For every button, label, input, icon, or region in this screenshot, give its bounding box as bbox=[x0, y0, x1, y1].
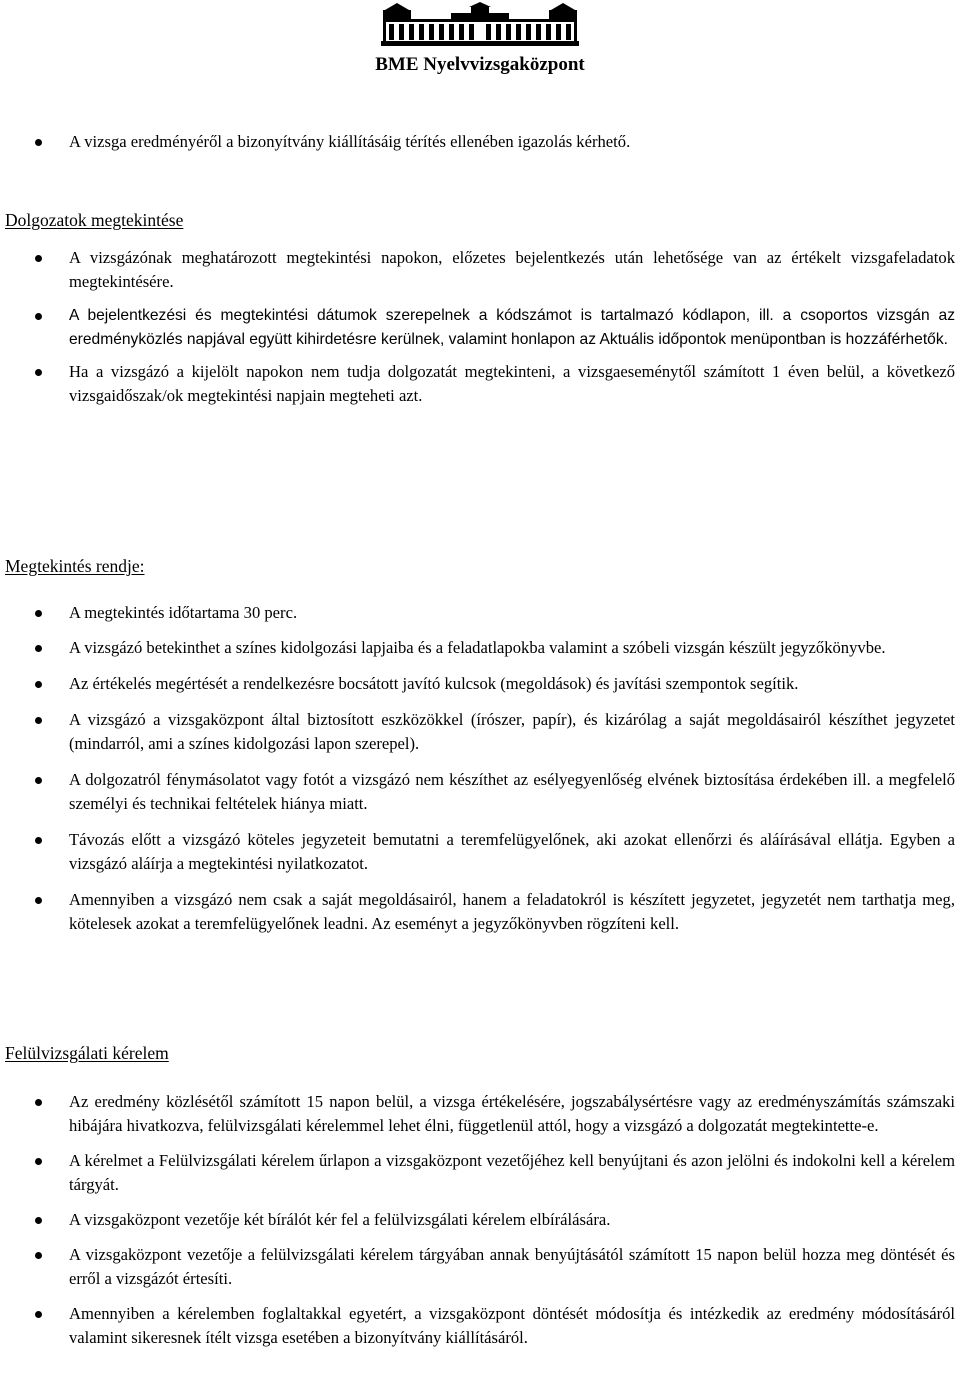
list-item-text: Távozás előtt a vizsgázó köteles jegyzeteit bemutatni a teremfelügyelőnek, aki azokat ellenőrzi és aláírásával ellátja. Egyben a vizsgázó aláírja a megtekintési nyilatkozatot. bbox=[69, 830, 955, 873]
list-item bbox=[0, 636, 960, 660]
dolgozatok-list bbox=[0, 246, 960, 408]
bullet-icon bbox=[35, 777, 42, 784]
bullet-icon bbox=[35, 1158, 42, 1165]
list-item bbox=[0, 888, 960, 936]
list-item bbox=[0, 1302, 960, 1350]
felulvizsgalati-list bbox=[0, 1090, 960, 1350]
list-item-text: A vizsgaközpont vezetője két bírálót kér fel a felülvizsgálati kérelem elbírálására. bbox=[69, 1210, 611, 1229]
list-item-text: Az értékelés megértését a rendelkezésre bocsátott javító kulcsok (megoldások) és javítási szempontok segítik. bbox=[69, 674, 799, 693]
bullet-icon bbox=[35, 1099, 42, 1106]
list-item-text: A vizsgázónak meghatározott megtekintési napokon, előzetes bejelentkezés után lehetősége van az értékelt vizsgafeladatok megtekintésére. bbox=[69, 248, 955, 291]
list-item-text: A vizsgaközpont vezetője a felülvizsgálati kérelem tárgyában annak benyújtásától számított 15 napon belül hozza meg döntését és erről a vizsgázót értesíti. bbox=[69, 1245, 955, 1288]
list-item-text: Ha a vizsgázó a kijelölt napokon nem tudja dolgozatát megtekinteni, a vizsgaeseménytől számított 1 éven belül, a következő vizsgaidőszak/ok megtekintési napjain megteheti azt. bbox=[69, 362, 955, 405]
list-item-text: Amennyiben a vizsgázó nem csak a saját megoldásairól, hanem a feladatokról is készített jegyzetet, jegyzetét nem tarthatja meg, kötelesek azokat a teremfelügyelőnek leadni. Az eseményt a jegyzőkönyvben rögzíteni kell. bbox=[69, 890, 955, 933]
bullet-icon bbox=[35, 837, 42, 844]
list-item bbox=[0, 1208, 960, 1232]
bullet-icon bbox=[35, 1217, 42, 1224]
bullet-icon bbox=[35, 255, 42, 262]
organization-name: BME Nyelvvizsgaközpont bbox=[375, 54, 585, 75]
list-item-text: A vizsgázó betekinthet a színes kidolgozási lapjaiba és a feladatlapokba valamint a szóbeli vizsgán készült jegyzőkönyvbe. bbox=[69, 638, 886, 657]
list-item bbox=[0, 768, 960, 816]
list-item-text: A megtekintés időtartama 30 perc. bbox=[69, 603, 298, 622]
list-item bbox=[0, 672, 960, 696]
university-building-logo-icon bbox=[381, 2, 579, 46]
bullet-icon bbox=[35, 681, 42, 688]
list-item bbox=[0, 360, 960, 408]
list-item-text: A vizsgázó a vizsgaközpont által biztosított eszközökkel (írószer, papír), és kizárólag a saját megoldásairól készíthet jegyzetet (mindarról, ami a színes kidolgozási lapon szerepel). bbox=[69, 710, 955, 753]
rendje-list bbox=[0, 601, 960, 936]
list-item bbox=[0, 1243, 960, 1291]
list-item-text: Amennyiben a kérelemben foglaltakkal egyetért, a vizsgaközpont döntését módosítja és intézkedik az eredmény módosításáról valamint sikeresnek ítélt vizsga esetében a bizonyítvány kiállításáról. bbox=[69, 1304, 955, 1347]
list-item bbox=[0, 1149, 960, 1197]
section-heading-dolgozatok: Dolgozatok megtekintése bbox=[5, 210, 184, 230]
bullet-icon bbox=[35, 313, 42, 320]
list-item bbox=[0, 1090, 960, 1138]
bullet-icon bbox=[35, 610, 42, 617]
bullet-icon bbox=[35, 897, 42, 904]
list-item-text: Az eredmény közlésétől számított 15 napon belül, a vizsga értékelésére, jogszabálysértésre vagy az eredményszámítás számszaki hibájára hivatkozva, felülvizsgálati kérelemmel lehet élni, függetlenül attól, hogy a vizsgázó a dolgozatát megtekintette-e. bbox=[69, 1092, 955, 1135]
intro-list bbox=[0, 130, 960, 154]
list-item-text: A bejelentkezési és megtekintési dátumok szerepelnek a kódszámot is tartalmazó kódlapon, ill. a csoportos vizsgán az eredményközlés napjával együtt kihirdetésre kerülnek, valamint honlapon az Aktuális időpontok menüpontban is hozzáférhetők. bbox=[69, 307, 955, 348]
list-item-text: A kérelmet a Felülvizsgálati kérelem űrlapon a vizsgaközpont vezetőjéhez kell benyújtani és azon jelölni és indokolni kell a kérelem tárgyát. bbox=[69, 1151, 955, 1194]
bullet-icon bbox=[35, 369, 42, 376]
bullet-icon bbox=[35, 717, 42, 724]
list-item bbox=[0, 246, 960, 294]
list-item bbox=[0, 130, 960, 154]
bullet-icon bbox=[35, 1252, 42, 1259]
list-item bbox=[0, 708, 960, 756]
section-heading-felulvizsgalati: Felülvizsgálati kérelem bbox=[5, 1043, 169, 1063]
bullet-icon bbox=[35, 645, 42, 652]
list-item bbox=[0, 601, 960, 625]
list-item-text: A dolgozatról fénymásolatot vagy fotót a vizsgázó nem készíthet az esélyegyenlőség elvének biztosítása érdekében ill. a megfelelő személyi és technikai feltételek hiánya miatt. bbox=[69, 770, 955, 813]
list-item bbox=[0, 828, 960, 876]
list-item-text: A vizsga eredményéről a bizonyítvány kiállításáig térítés ellenében igazolás kérhető. bbox=[69, 132, 631, 151]
section-heading-rendje: Megtekintés rendje: bbox=[5, 556, 145, 576]
list-item bbox=[0, 304, 960, 352]
bullet-icon bbox=[35, 139, 42, 146]
bullet-icon bbox=[35, 1311, 42, 1318]
